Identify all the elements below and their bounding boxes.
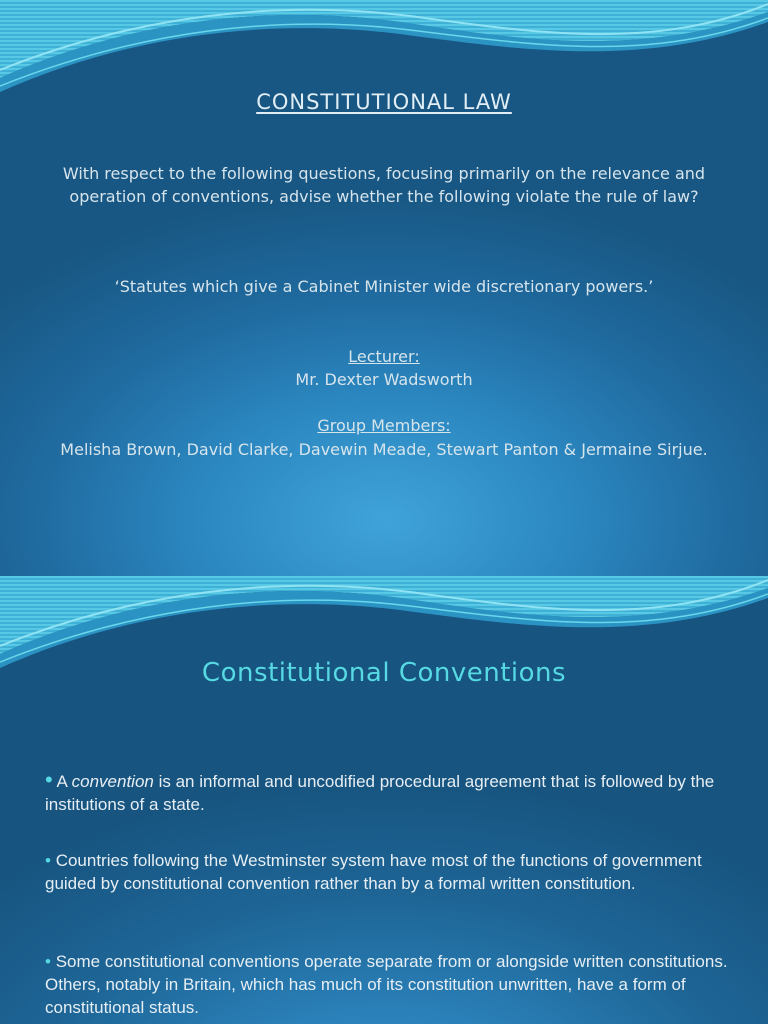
list-item <box>45 950 735 1019</box>
quote-text: ‘Statutes which give a Cabinet Minister wide discretionary powers.’ <box>114 277 654 296</box>
lecturer-name: Mr. Dexter Wadsworth <box>295 370 473 389</box>
wave-decoration <box>0 576 768 671</box>
bullet-icon: • <box>45 767 53 792</box>
list-item <box>45 768 735 816</box>
wave-decoration <box>0 0 768 95</box>
section-title: Constitutional Conventions <box>201 658 567 688</box>
question-text: With respect to the following questions, focusing primarily on the relevance and operation of conventions, advise whether the following violate the rule of law? <box>62 164 706 206</box>
bullet-text: Some constitutional conventions operate separate from or alongside written constitutions. Others, notably in Britain, which has much of its constitution unwritten, have a form of constitutional status. <box>45 952 728 1017</box>
group-members: Melisha Brown, David Clarke, Davewin Meade, Stewart Panton & Jermaine Sirjue. <box>60 440 708 459</box>
lecturer-heading: Lecturer: <box>348 347 420 366</box>
bullet-emphasis: convention <box>71 772 154 791</box>
bullet-text: Countries following the Westminster system have most of the functions of government guided by constitutional convention rather than by a formal written constitution. <box>45 851 702 893</box>
bullet-icon: • <box>45 851 51 870</box>
bullet-icon: • <box>45 952 51 971</box>
bullet-text: is an informal and uncodified procedural agreement that is followed by the institutions of a state. <box>45 772 715 814</box>
group-heading: Group Members: <box>317 416 451 435</box>
bullet-prefix: A <box>56 772 72 791</box>
list-item <box>45 849 735 895</box>
page-title: CONSTITUTIONAL LAW <box>256 90 512 114</box>
